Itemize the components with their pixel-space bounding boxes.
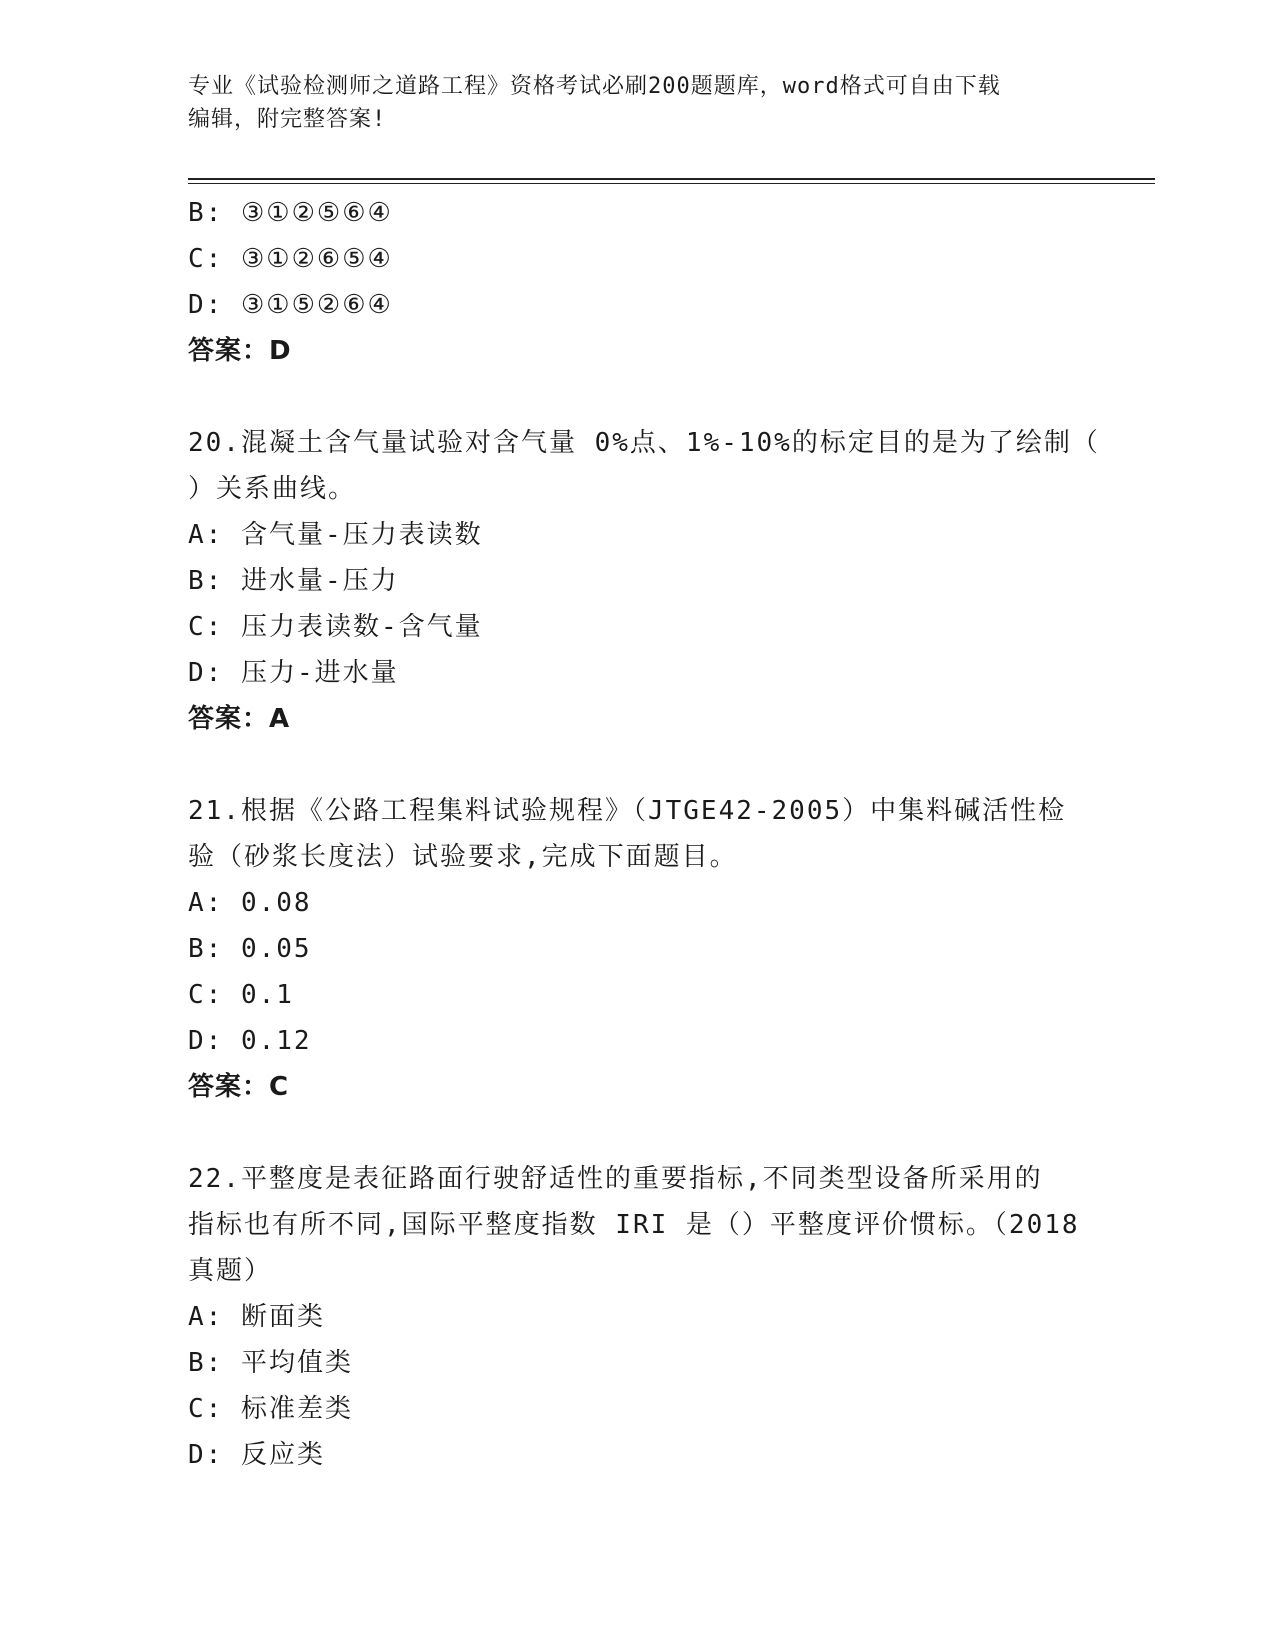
question-block-20 [188,420,1100,742]
question-text-line-3: 真题） [188,1256,273,1286]
option-text: 标准差类 [240,1394,353,1424]
option-label: A: [188,520,224,550]
option-label: C: [188,980,224,1010]
question-text-line-1: 22.平整度是表征路面行驶舒适性的重要指标,不同类型设备所采用的 [188,1164,1043,1194]
question-block-21 [188,788,1088,1110]
header-line-1: 专业《试验检测师之道路工程》资格考试必刷200题题库，word格式可自由下载 [188,74,1001,99]
document-header [188,70,1068,136]
answer-line: 答案：C [188,1072,290,1102]
option-b [188,558,1088,604]
option-d [188,650,1088,696]
header-divider-thin [188,183,1155,184]
option-label: B: [188,198,224,228]
option-text: ③①⑤②⑥④ [240,290,393,320]
header-divider-thick [188,178,1155,180]
spacer [188,1110,1088,1156]
option-c [188,604,1088,650]
option-text: 含气量-压力表读数 [240,520,483,550]
option-b [188,190,1088,236]
option-text: 反应类 [240,1440,325,1470]
option-label: C: [188,612,224,642]
option-label: B: [188,1348,224,1378]
option-text: 0.1 [240,980,294,1010]
question-text-line-2: ）关系曲线。 [188,474,357,504]
question-list [188,190,1100,1478]
option-b [188,1340,1088,1386]
option-text: 0.08 [240,888,312,918]
option-text: 平均值类 [240,1348,353,1378]
option-a [188,880,1088,926]
option-text: 断面类 [240,1302,325,1332]
option-label: C: [188,244,224,274]
option-label: D: [188,1026,224,1056]
option-label: D: [188,290,224,320]
option-label: A: [188,888,224,918]
option-text: 压力表读数-含气量 [240,612,483,642]
option-d [188,1432,1088,1478]
answer-line: 答案：A [188,704,291,734]
option-label: B: [188,566,224,596]
option-c [188,972,1088,1018]
question-text-line-1: 21.根据《公路工程集料试验规程》（JTGE42-2005）中集料碱活性检 [188,796,1067,826]
option-label: D: [188,658,224,688]
option-b [188,926,1088,972]
option-text: ③①②⑥⑤④ [240,244,393,274]
option-text: ③①②⑤⑥④ [240,198,393,228]
option-label: B: [188,934,224,964]
option-label: D: [188,1440,224,1470]
option-d [188,1018,1088,1064]
option-text: 压力-进水量 [240,658,399,688]
header-line-2: 编辑，附完整答案! [188,107,387,132]
option-text: 0.12 [240,1026,312,1056]
option-text: 进水量-压力 [240,566,399,596]
option-c [188,1386,1088,1432]
question-text-line-2: 指标也有所不同,国际平整度指数 IRI 是（）平整度评价惯标。（2018 [188,1210,1080,1240]
option-label: C: [188,1394,224,1424]
option-a [188,512,1088,558]
question-text-line-1: 20.混凝土含气量试验对含气量 0%点、1%-10%的标定目的是为了绘制（ [188,428,1100,458]
answer-line: 答案：D [188,336,292,366]
spacer [188,374,1088,420]
option-c [188,236,1088,282]
option-label: A: [188,1302,224,1332]
option-text: 0.05 [240,934,312,964]
option-d [188,282,1088,328]
spacer [188,742,1088,788]
option-a [188,1294,1088,1340]
question-block-19 [188,190,1088,374]
question-text-line-2: 验（砂浆长度法）试验要求,完成下面题目。 [188,842,738,872]
question-block-22 [188,1156,1088,1478]
